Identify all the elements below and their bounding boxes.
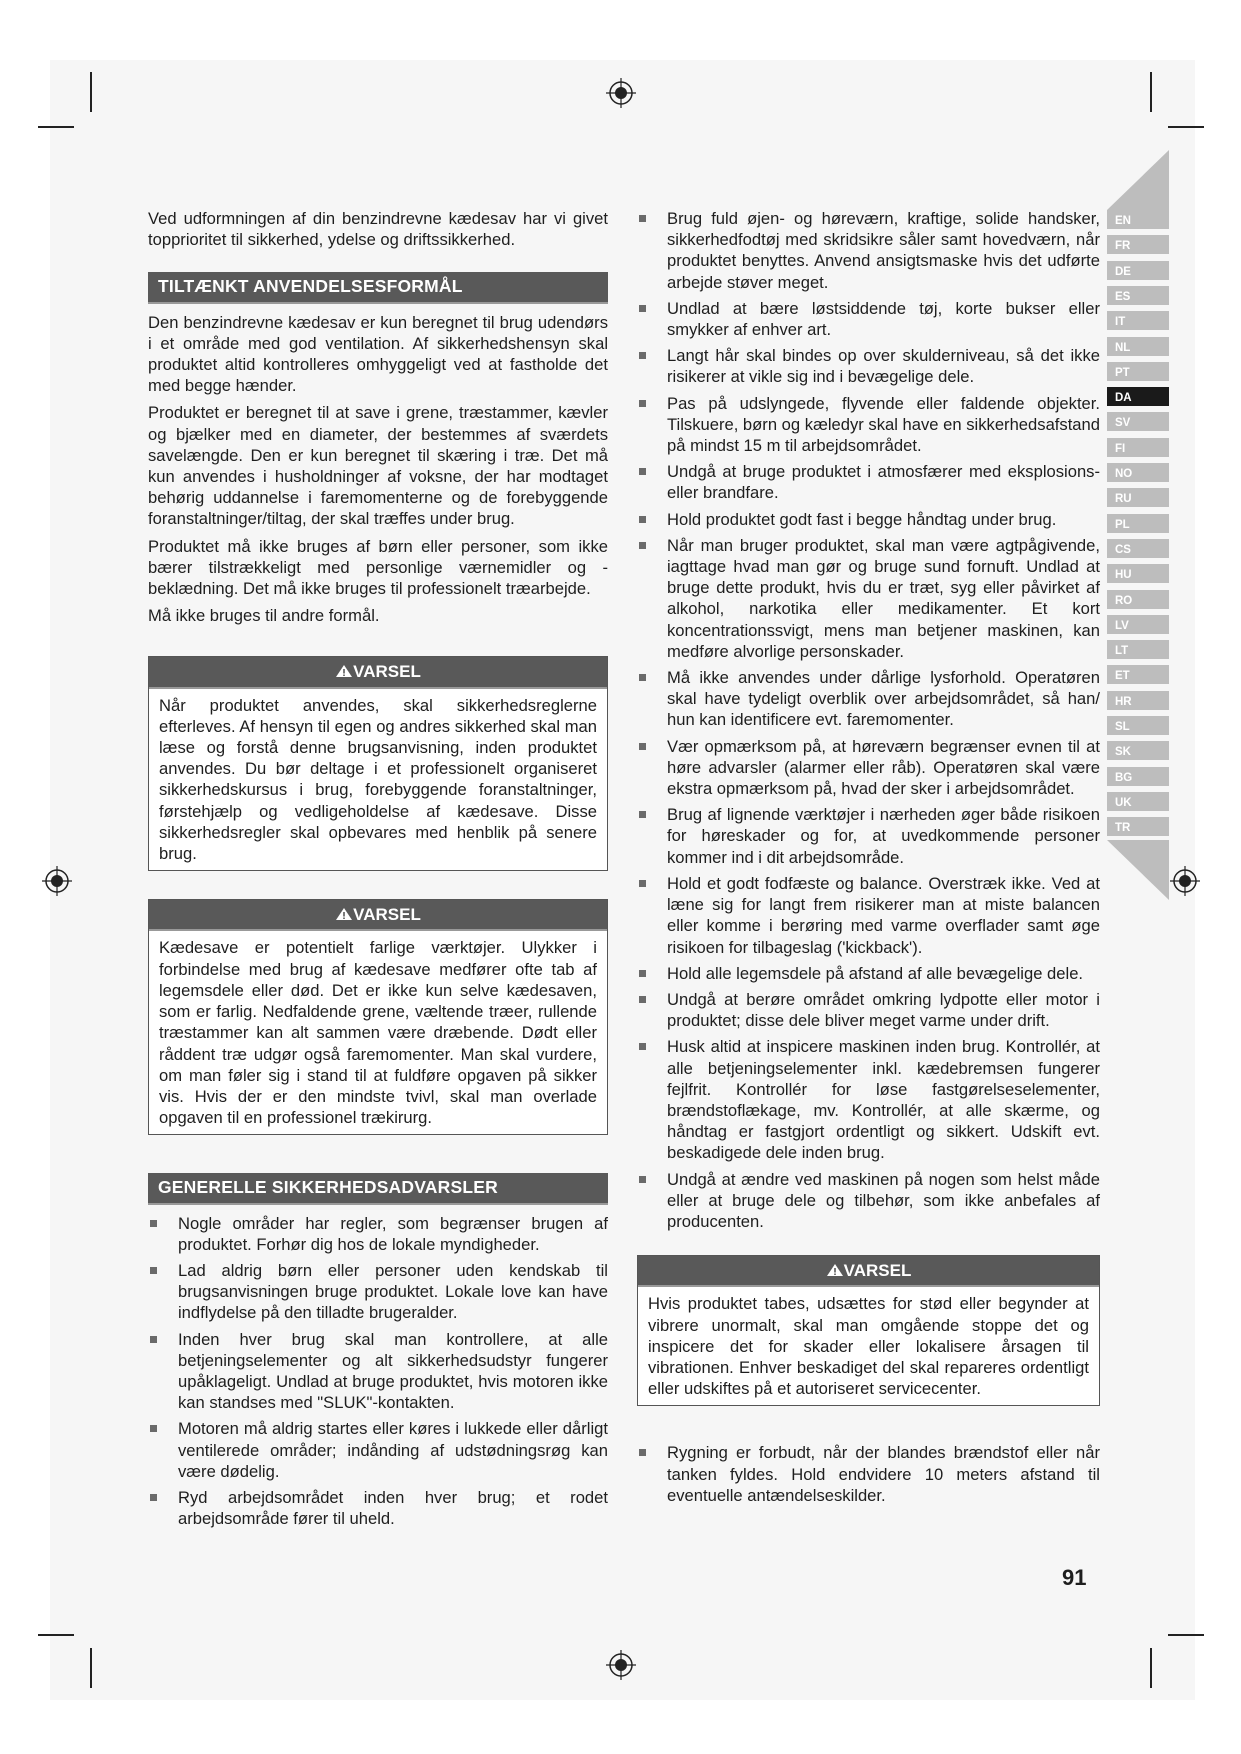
language-tab-hu[interactable]: HU: [1107, 564, 1169, 586]
list-item-text: Undgå at berøre området omkring lydpotte eller motor i produktet; disse dele bliver meget varme under drift.: [667, 989, 1100, 1031]
warning-box: [637, 1255, 1100, 1406]
language-tab-hr[interactable]: HR: [1107, 691, 1169, 713]
general-safety-list: [148, 1213, 608, 1530]
paragraph: Må ikke bruges til andre formål.: [148, 606, 380, 626]
list-item: [637, 461, 1100, 503]
registration-mark-icon: [606, 78, 636, 108]
final-list: [637, 1442, 1100, 1506]
list-item-text: Undgå at ændre ved maskinen på nogen som helst måde eller at bruge dele og tilbehør, som ikke anbefales af producenten.: [667, 1169, 1100, 1231]
language-tab-uk[interactable]: UK: [1107, 792, 1169, 814]
registration-mark-icon: [606, 1650, 636, 1680]
warning-box: [148, 656, 608, 871]
language-tab-lv[interactable]: LV: [1107, 615, 1169, 637]
list-item: [637, 298, 1100, 340]
list-item-text: Lad aldrig børn eller personer uden kendskab til brugsanvisningen bruge produktet. Lokale love kan have indflydelse på den tilladte brugeralder.: [178, 1260, 608, 1323]
list-item-text: Inden hver brug skal man kontrollere, at alle betjeningselementer og alt sikkerhedsudstyr fungerer upåklageligt. Undlad at bruge produktet, hvis motoren ikke kan standses med "SLUK"-kontakten.: [178, 1329, 608, 1413]
list-item-text: Undlad at bære løstsiddende tøj, korte bukser eller smykker af enhver art.: [667, 298, 1100, 340]
list-item-text: Langt hår skal bindes op over skulderniveau, så det ikke risikerer at vikle sig ind i bevægelige dele.: [667, 346, 1100, 387]
warning-header: [149, 900, 607, 931]
list-item: [637, 804, 1100, 868]
warning-triangle-icon: [335, 907, 353, 921]
crop-mark: [1150, 1648, 1152, 1688]
bullet-icon: [639, 468, 646, 475]
warning-text: Når produktet anvendes, skal sikkerhedsreglerne efterleves. Af hensyn til egen og andres sikkerhed skal man læse og forstå denne brugsanvisning, inden produktet anvendes. Du bør deltage i et professionelt organiseret sikkerhedskursus i brug, forebyggende foranstaltninger, førstehjælp og vedligeholdelse af kædesave. Disse sikkerhedsregler skal opbevares med henblik på senere brug.: [159, 695, 597, 864]
language-tab-fr[interactable]: FR: [1107, 235, 1169, 257]
bullet-icon: [639, 743, 646, 750]
language-tab-no[interactable]: NO: [1107, 463, 1169, 485]
list-item-text: Pas på udslyngede, flyvende eller faldende objekter. Tilskuere, børn og kæledyr skal have en sikkerhedsafstand på mindst 15 m til arbejdsområdet.: [667, 393, 1100, 456]
paragraph: Produktet må ikke bruges af børn eller personer, som ikke bærer tilstrækkeligt med personlige værnemidler og -beklædning. Det må ikke bruges til professionelt træarbejde.: [148, 536, 608, 599]
crop-mark: [38, 126, 74, 128]
registration-mark-icon: [42, 866, 72, 896]
bullet-icon: [639, 1449, 646, 1456]
registration-mark-icon: [1170, 866, 1200, 896]
list-item-text: Motoren må aldrig startes eller køres i lukkede eller dårligt ventilerede områder; indånding af udstødningsrøg kan være dødelig.: [178, 1419, 608, 1481]
language-tab-bg[interactable]: BG: [1107, 767, 1169, 789]
language-tab-ro[interactable]: RO: [1107, 590, 1169, 612]
language-tab-bottom-triangle: [1107, 840, 1169, 900]
bullet-icon: [639, 516, 646, 523]
list-item: [637, 1169, 1100, 1233]
warning-triangle-icon: [826, 1263, 844, 1277]
warning-header: [638, 1256, 1099, 1287]
paragraph: Den benzindrevne kædesav er kun beregnet til brug udendørs i et område med god ventilation. Af sikkerhedshensyn skal produktet altid kontrolleres omhyggeligt ved at fastholde det med begge hænder.: [148, 312, 608, 396]
left-column: [148, 208, 608, 1534]
list-item: [148, 1418, 608, 1482]
list-item: [148, 1487, 608, 1529]
bullet-icon: [639, 880, 646, 887]
language-tab-sl[interactable]: SL: [1107, 716, 1169, 738]
language-tab-it[interactable]: IT: [1107, 311, 1169, 333]
list-item: [148, 1329, 608, 1414]
list-item-text: Brug fuld øjen- og høreværn, kraftige, solide handsker, sikkerhedfodtøj med skridsikre såler samt hovedværn, når produktet benyttes. Anvend ansigtsmaske hvis det udførte arbejde støver meget.: [667, 209, 1100, 292]
intro-text: Ved udformningen af din benzindrevne kædesav har vi givet topprioritet til sikkerhed, ydelse og driftssikkerhed.: [148, 209, 608, 250]
list-item: [637, 736, 1100, 800]
bullet-icon: [150, 1220, 157, 1227]
warning-text: Kædesave er potentielt farlige værktøjer. Ulykker i forbindelse med brug af kædesave medfører ofte tab af legemsdele eller død. Det er ikke kun selve kædesaven, som er farlig. Nedfaldende grene, væltende træer, rullende træstammer kan alt sammen være dræbende. Dødt eller råddent træ udgør også faremomenter. Man skal vurdere, om man føler sig i stand til at fuldføre opgaven på sikker vis. Hvis der er den mindste tvivl, skal man overlade opgaven til en professionel trækirurg.: [159, 938, 597, 1128]
list-item-text: Nogle områder har regler, som begrænser brugen af produktet. Forhør dig hos de lokale myndigheder.: [178, 1213, 608, 1254]
bullet-icon: [639, 1176, 646, 1183]
list-item: [637, 509, 1100, 530]
crop-mark: [1150, 72, 1152, 112]
bullet-icon: [639, 1043, 646, 1050]
language-tab-de[interactable]: DE: [1107, 261, 1169, 283]
bullet-icon: [639, 215, 646, 222]
language-tab-sv[interactable]: SV: [1107, 412, 1169, 434]
list-item-text: Må ikke anvendes under dårlige lysforhold. Operatøren skal have tydeligt overblik over arbejdsområdet, så han/ hun kan identificere evt. faremomenter.: [667, 668, 1100, 730]
list-item: [148, 1260, 608, 1324]
language-tab-es[interactable]: ES: [1107, 286, 1169, 308]
list-item-text: Undgå at bruge produktet i atmosfærer med eksplosions- eller brandfare.: [667, 462, 1100, 503]
bullet-icon: [639, 996, 646, 1003]
list-item-text: Hold produktet godt fast i begge håndtag under brug.: [667, 509, 1057, 529]
bullet-icon: [150, 1336, 157, 1343]
list-item-text: Hold alle legemsdele på afstand af alle bevægelige dele.: [667, 963, 1084, 983]
warning-header: [149, 657, 607, 688]
language-tab-en[interactable]: EN: [1107, 210, 1169, 232]
language-tab-triangle: [1107, 150, 1169, 210]
crop-mark: [90, 1648, 92, 1688]
language-tab-pt[interactable]: PT: [1107, 362, 1169, 384]
crop-mark: [90, 72, 92, 112]
list-item: [637, 873, 1100, 958]
list-item-text: Når man bruger produktet, skal man være agtpågivende, iagttage hvad man gør og bruge sund fornuft. Undlad at bruge dette produkt, hvis du er træt, syg eller påvirket af alkohol, narkotika eller medikamenter. Et kort koncentrationssvigt, mens man betjener maskinen, kan medføre alvorlige personskader.: [667, 535, 1100, 661]
list-item: [637, 535, 1100, 662]
list-item-text: Rygning er forbudt, når der blandes brændstof eller når tanken fyldes. Hold endvidere 10 meters afstand til eventuelle antændelseskilder.: [667, 1443, 1100, 1505]
language-tab-ru[interactable]: RU: [1107, 488, 1169, 510]
list-item: [637, 393, 1100, 457]
language-tab-fi[interactable]: FI: [1107, 438, 1169, 460]
warning-box: [148, 899, 608, 1135]
list-item-text: Ryd arbejdsområdet inden hver brug; et rodet arbejdsområde fører til uheld.: [178, 1487, 608, 1529]
language-tab-nl[interactable]: NL: [1107, 337, 1169, 359]
warning-title: VARSEL: [353, 662, 421, 682]
safety-list: [637, 208, 1100, 1232]
list-item: [637, 1036, 1100, 1163]
paragraph: Produktet er beregnet til at save i grene, træstammer, kævler og bjælker med en diameter, der bestemmes af sværdets savelængde. Den er kun beregnet til skæring i træ. Det må kun anvendes i husholdninger af voksne, der har modtaget behørig uddannelse i faremomenterne og de forebyggende foranstaltninger/tiltag, der skal træffes under brug.: [148, 403, 608, 529]
language-tab-sk[interactable]: SK: [1107, 741, 1169, 763]
crop-mark: [1168, 1634, 1204, 1636]
language-tab-tr[interactable]: TR: [1107, 817, 1169, 839]
list-item: [637, 963, 1100, 984]
section-title-general-safety: GENERELLE SIKKERHEDSADVARSLER: [148, 1173, 608, 1204]
list-item: [637, 667, 1100, 731]
list-item-text: Vær opmærksom på, at høreværn begrænser evnen til at høre advarsler (alarmer eller råb). Operatøren skal være ekstra opmærksom på, hvad der sker i arbejdsområdet.: [667, 736, 1100, 799]
bullet-icon: [639, 970, 646, 977]
section-title-intended-use: TILTÆNKT ANVENDELSESFORMÅL: [148, 272, 608, 303]
bullet-icon: [639, 811, 646, 818]
list-item-text: Hold et godt fodfæste og balance. Overstræk ikke. Ved at læne sig for langt frem risikerer man at miste balancen eller komme i berøring med varme overflader samt øge risikoen for tilbageslag ('kickback').: [667, 873, 1100, 957]
warning-triangle-icon: [335, 664, 353, 678]
warning-title: VARSEL: [843, 1261, 912, 1281]
bullet-icon: [639, 352, 646, 359]
list-item: [637, 208, 1100, 293]
language-tab-lt[interactable]: LT: [1107, 640, 1169, 662]
page-number: 91: [1062, 1565, 1087, 1590]
crop-mark: [1168, 126, 1204, 128]
bullet-icon: [150, 1494, 157, 1501]
warning-text: Hvis produktet tabes, udsættes for stød eller begynder at vibrere unormalt, skal man omgående stoppe det og inspicere det for skader eller lokalisere årsagen til vibrationen. Enhver beskadiget del skal repareres ordentligt eller udskiftes på et autoriseret servicecenter.: [648, 1294, 1089, 1399]
language-tab-da[interactable]: DA: [1107, 387, 1169, 409]
bullet-icon: [639, 400, 646, 407]
bullet-icon: [639, 674, 646, 681]
bullet-icon: [639, 305, 646, 312]
list-item: [637, 345, 1100, 387]
list-item-text: Husk altid at inspicere maskinen inden brug. Kontrollér, at alle betjeningselementer inkl. kædebremsen fungerer fejlfrit. Kontrollér for løse fastgørelseselementer, brændstoflækage, mv. Kontrollér, at alle skærme, og håndtag er fastgjort ordentligt og sikkert. Udskift evt. beskadigede dele inden brug.: [667, 1037, 1100, 1163]
list-item: [148, 1213, 608, 1255]
language-tab-pl[interactable]: PL: [1107, 514, 1169, 536]
crop-mark: [38, 1634, 74, 1636]
language-tab-et[interactable]: ET: [1107, 665, 1169, 687]
list-item: [637, 989, 1100, 1031]
warning-title: VARSEL: [353, 905, 421, 925]
right-column: [637, 208, 1100, 1511]
list-item: [637, 1442, 1100, 1506]
bullet-icon: [639, 542, 646, 549]
language-tab-cs[interactable]: CS: [1107, 539, 1169, 561]
list-item-text: Brug af lignende værktøjer i nærheden øger både risikoen for høreskader og for, at uvedkommende personer kommer ind i dit arbejdsområde.: [667, 805, 1100, 867]
bullet-icon: [150, 1267, 157, 1274]
bullet-icon: [150, 1425, 157, 1432]
